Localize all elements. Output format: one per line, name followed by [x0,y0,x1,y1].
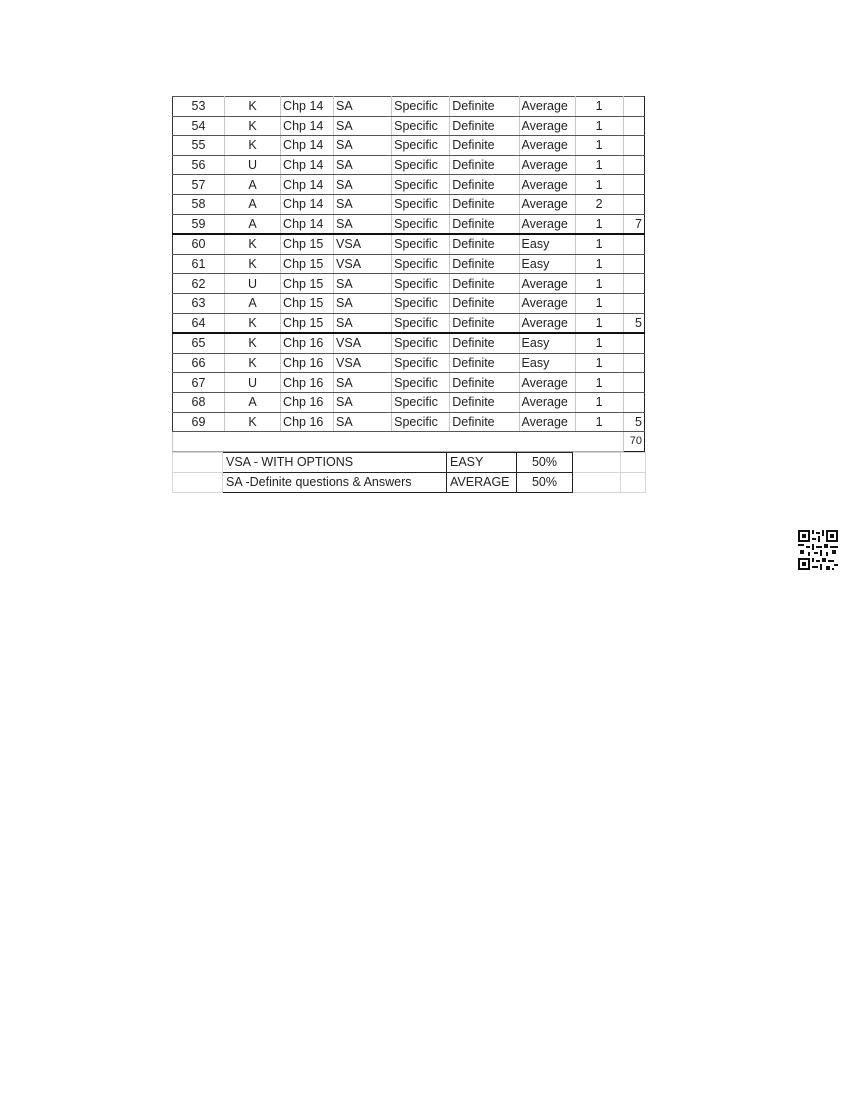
table-row [173,254,645,274]
legend-blank [621,452,646,472]
answer-nature-cell: Definite [450,293,519,313]
question-type-cell: SA [334,97,392,117]
table-row [173,392,645,412]
specificity-cell: Specific [392,412,450,432]
difficulty-cell: Average [519,274,575,294]
cognitive-level-cell: K [224,136,280,156]
specificity-cell: Specific [392,116,450,136]
grand-total-cell: 70 [623,432,644,452]
cognitive-level-cell: K [224,333,280,353]
marks-cell: 1 [575,333,623,353]
marks-cell: 1 [575,373,623,393]
answer-nature-cell: Definite [450,97,519,117]
cognitive-level-cell: U [224,155,280,175]
question-number-cell: 65 [173,333,225,353]
chapter-total-cell [623,254,644,274]
chapter-total-cell [623,274,644,294]
table-row [173,313,645,333]
difficulty-cell: Easy [519,234,575,254]
difficulty-cell: Average [519,155,575,175]
specificity-cell: Specific [392,175,450,195]
answer-nature-cell: Definite [450,353,519,373]
answer-nature-cell: Definite [450,412,519,432]
question-number-cell: 54 [173,116,225,136]
marks-cell: 1 [575,353,623,373]
marks-cell: 1 [575,313,623,333]
answer-nature-cell: Definite [450,254,519,274]
difficulty-cell: Average [519,373,575,393]
chapter-total-cell: 5 [623,313,644,333]
difficulty-cell: Easy [519,333,575,353]
answer-nature-cell: Definite [450,136,519,156]
difficulty-cell: Average [519,412,575,432]
cognitive-level-cell: A [224,194,280,214]
question-number-cell: 61 [173,254,225,274]
chapter-cell: Chp 15 [281,293,334,313]
legend-blank [173,452,223,472]
chapter-cell: Chp 16 [281,333,334,353]
question-number-cell: 55 [173,136,225,156]
answer-nature-cell: Definite [450,214,519,234]
answer-nature-cell: Definite [450,116,519,136]
specificity-cell: Specific [392,234,450,254]
chapter-total-cell [623,136,644,156]
legend-row [173,452,646,472]
question-type-cell: VSA [334,254,392,274]
legend-row [173,472,646,492]
chapter-cell: Chp 14 [281,136,334,156]
question-number-cell: 68 [173,392,225,412]
legend-table [172,452,646,493]
specificity-cell: Specific [392,214,450,234]
legend-level: AVERAGE [447,472,517,492]
chapter-cell: Chp 15 [281,234,334,254]
specificity-cell: Specific [392,254,450,274]
question-number-cell: 66 [173,353,225,373]
question-type-cell: SA [334,313,392,333]
legend-blank [173,472,223,492]
difficulty-cell: Average [519,175,575,195]
cognitive-level-cell: K [224,254,280,274]
table-row [173,412,645,432]
chapter-cell: Chp 14 [281,97,334,117]
marks-cell: 1 [575,254,623,274]
question-number-cell: 59 [173,214,225,234]
question-type-cell: SA [334,392,392,412]
difficulty-cell: Average [519,313,575,333]
chapter-total-cell [623,97,644,117]
table-row [173,293,645,313]
question-number-cell: 63 [173,293,225,313]
specificity-cell: Specific [392,194,450,214]
answer-nature-cell: Definite [450,234,519,254]
chapter-total-cell [623,175,644,195]
table-row [173,97,645,117]
question-number-cell: 69 [173,412,225,432]
cognitive-level-cell: U [224,373,280,393]
marks-cell: 1 [575,274,623,294]
table-row [173,194,645,214]
chapter-cell: Chp 16 [281,353,334,373]
qr-code-icon [798,530,838,570]
table-row [173,214,645,234]
answer-nature-cell: Definite [450,313,519,333]
question-blueprint-sheet [172,96,645,493]
marks-cell: 2 [575,194,623,214]
marks-cell: 1 [575,155,623,175]
specificity-cell: Specific [392,136,450,156]
legend-type-desc: SA -Definite questions & Answers [223,472,447,492]
chapter-total-cell [623,155,644,175]
marks-cell: 1 [575,392,623,412]
grand-total-spacer [173,432,624,452]
table-row [173,175,645,195]
cognitive-level-cell: K [224,313,280,333]
difficulty-cell: Average [519,293,575,313]
question-type-cell: SA [334,155,392,175]
chapter-total-cell [623,392,644,412]
question-type-cell: VSA [334,353,392,373]
marks-cell: 1 [575,234,623,254]
question-type-cell: SA [334,274,392,294]
chapter-cell: Chp 14 [281,214,334,234]
specificity-cell: Specific [392,274,450,294]
difficulty-cell: Easy [519,254,575,274]
marks-cell: 1 [575,412,623,432]
cognitive-level-cell: A [224,214,280,234]
difficulty-cell: Average [519,194,575,214]
legend-blank [573,472,621,492]
question-type-cell: VSA [334,234,392,254]
question-type-cell: VSA [334,333,392,353]
table-row [173,234,645,254]
difficulty-cell: Average [519,97,575,117]
answer-nature-cell: Definite [450,175,519,195]
specificity-cell: Specific [392,313,450,333]
legend-blank [621,472,646,492]
question-number-cell: 57 [173,175,225,195]
chapter-total-cell: 7 [623,214,644,234]
cognitive-level-cell: K [224,97,280,117]
cognitive-level-cell: K [224,234,280,254]
question-number-cell: 60 [173,234,225,254]
chapter-total-cell [623,293,644,313]
chapter-total-cell [623,333,644,353]
chapter-cell: Chp 16 [281,373,334,393]
question-number-cell: 67 [173,373,225,393]
question-table [172,96,645,452]
chapter-cell: Chp 14 [281,175,334,195]
difficulty-cell: Average [519,116,575,136]
answer-nature-cell: Definite [450,392,519,412]
specificity-cell: Specific [392,333,450,353]
marks-cell: 1 [575,136,623,156]
legend-level: EASY [447,452,517,472]
chapter-cell: Chp 14 [281,194,334,214]
difficulty-cell: Easy [519,353,575,373]
cognitive-level-cell: U [224,274,280,294]
question-number-cell: 62 [173,274,225,294]
answer-nature-cell: Definite [450,333,519,353]
specificity-cell: Specific [392,97,450,117]
question-type-cell: SA [334,175,392,195]
question-type-cell: SA [334,136,392,156]
answer-nature-cell: Definite [450,194,519,214]
chapter-cell: Chp 16 [281,392,334,412]
legend-blank [573,452,621,472]
table-row [173,136,645,156]
chapter-total-cell [623,234,644,254]
difficulty-cell: Average [519,392,575,412]
marks-cell: 1 [575,293,623,313]
table-row [173,116,645,136]
chapter-total-cell [623,353,644,373]
chapter-cell: Chp 15 [281,274,334,294]
specificity-cell: Specific [392,353,450,373]
specificity-cell: Specific [392,293,450,313]
specificity-cell: Specific [392,373,450,393]
answer-nature-cell: Definite [450,373,519,393]
marks-cell: 1 [575,175,623,195]
chapter-cell: Chp 16 [281,412,334,432]
table-row [173,373,645,393]
chapter-total-cell [623,373,644,393]
question-type-cell: SA [334,293,392,313]
grand-total-row [173,432,645,452]
chapter-cell: Chp 14 [281,155,334,175]
question-type-cell: SA [334,194,392,214]
marks-cell: 1 [575,214,623,234]
legend-type-desc: VSA - WITH OPTIONS [223,452,447,472]
chapter-cell: Chp 14 [281,116,334,136]
cognitive-level-cell: K [224,353,280,373]
specificity-cell: Specific [392,155,450,175]
marks-cell: 1 [575,116,623,136]
question-number-cell: 56 [173,155,225,175]
chapter-total-cell: 5 [623,412,644,432]
table-row [173,274,645,294]
answer-nature-cell: Definite [450,155,519,175]
cognitive-level-cell: A [224,293,280,313]
cognitive-level-cell: K [224,116,280,136]
table-row [173,155,645,175]
table-row [173,333,645,353]
table-row [173,353,645,373]
chapter-total-cell [623,116,644,136]
difficulty-cell: Average [519,214,575,234]
question-number-cell: 58 [173,194,225,214]
question-type-cell: SA [334,214,392,234]
question-type-cell: SA [334,373,392,393]
chapter-cell: Chp 15 [281,254,334,274]
question-type-cell: SA [334,116,392,136]
question-type-cell: SA [334,412,392,432]
chapter-total-cell [623,194,644,214]
legend-percent: 50% [517,452,573,472]
chapter-cell: Chp 15 [281,313,334,333]
marks-cell: 1 [575,97,623,117]
question-number-cell: 53 [173,97,225,117]
cognitive-level-cell: A [224,175,280,195]
specificity-cell: Specific [392,392,450,412]
answer-nature-cell: Definite [450,274,519,294]
cognitive-level-cell: A [224,392,280,412]
difficulty-cell: Average [519,136,575,156]
question-number-cell: 64 [173,313,225,333]
legend-percent: 50% [517,472,573,492]
cognitive-level-cell: K [224,412,280,432]
